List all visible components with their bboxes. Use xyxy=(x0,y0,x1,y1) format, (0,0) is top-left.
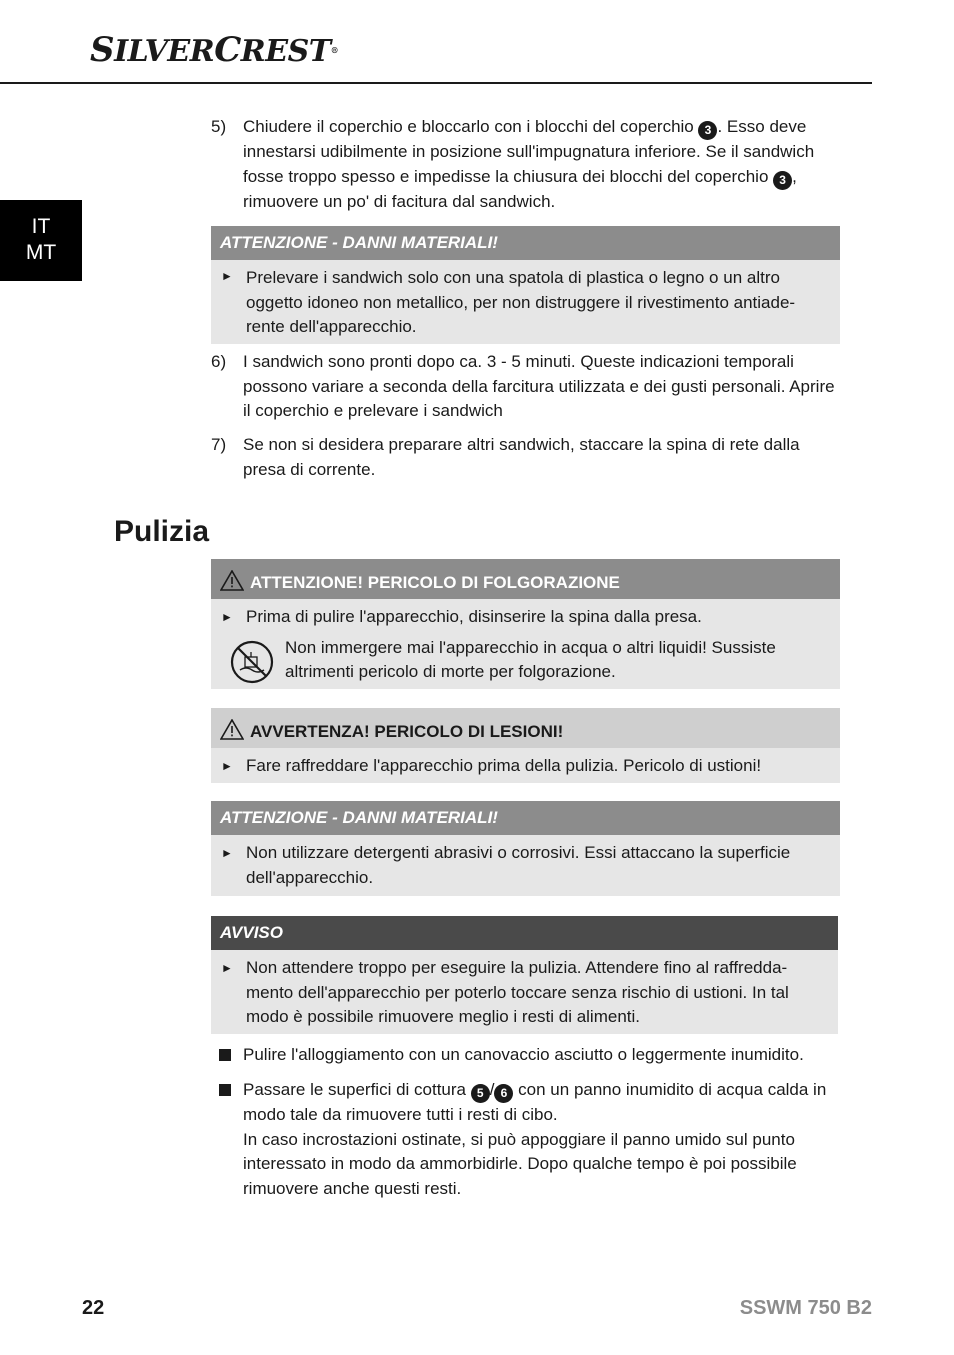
warning-box-injury xyxy=(211,708,840,783)
arrow-bullet-icon: ► xyxy=(221,961,233,975)
notice-box-avviso xyxy=(211,916,838,1034)
language-tab: IT MT xyxy=(0,200,82,281)
square-bullet-icon xyxy=(219,1049,231,1061)
page-number: 22 xyxy=(82,1297,105,1319)
arrow-bullet-icon: ► xyxy=(221,610,233,624)
do-not-immerse-icon xyxy=(230,640,274,692)
notice-item: ► Prelevare i sandwich solo con una spatola di plastica o legno o un altro oggetto idoneo non metallico, per non distruggere il rivestimento antiade-rente dell'apparecchio. xyxy=(211,260,840,344)
header-rule xyxy=(0,82,872,84)
arrow-bullet-icon: ► xyxy=(221,269,233,283)
notice-box-material-damage xyxy=(211,226,840,344)
part-ref-badge: 5 xyxy=(471,1084,490,1103)
step-7: 7) Se non si desidera preparare altri sandwich, staccare la spina di rete dalla presa di corrente. xyxy=(211,435,800,479)
section-title: Pulizia xyxy=(114,515,210,548)
warning-box-electrocution xyxy=(211,559,840,689)
warning-item: ► Fare raffreddare l'apparecchio prima della pulizia. Pericolo di ustioni! xyxy=(211,748,840,783)
part-ref-badge: 3 xyxy=(698,121,717,140)
arrow-bullet-icon: ► xyxy=(221,846,233,860)
notice-title: ATTENZIONE - DANNI MATERIALI! xyxy=(211,801,840,835)
list-item: Passare le superfici di cottura 5 / 6 con un panno inumidito di acqua calda in modo tale da rimuovere tutti i resti di cibo. In caso incrostazioni ostinate, si può appoggiare il panno umido sul punto interessato in modo da ammorbidirle. Dopo qualche tempo è poi possibile rimuovere anche questi resti. xyxy=(211,1078,841,1201)
warning-title: AVVERTENZA! PERICOLO DI LESIONI! xyxy=(211,708,840,748)
model-number: SSWM 750 B2 xyxy=(739,1297,872,1319)
notice-title: AVVISO xyxy=(211,916,838,950)
step-6: 6) I sandwich sono pronti dopo ca. 3 - 5 minuti. Queste indicazioni temporali possono variare a seconda della farcitura utilizzata e dei gusti personali. Aprire il coperchio e prelevare i sandwich xyxy=(211,352,835,421)
notice-title: ATTENZIONE - DANNI MATERIALI! xyxy=(211,226,840,260)
notice-box-material-damage-2 xyxy=(211,801,840,896)
brand-logo: SILVERCREST® xyxy=(90,30,339,70)
warning-note: Non immergere mai l'apparecchio in acqua o altri liquidi! Sussiste altrimenti pericolo di morte per folgorazione. xyxy=(211,634,840,689)
warning-title: ATTENZIONE! PERICOLO DI FOLGORAZIONE xyxy=(211,559,840,599)
warning-item: ► Prima di pulire l'apparecchio, disinserire la spina dalla presa. xyxy=(211,599,840,634)
arrow-bullet-icon: ► xyxy=(221,759,233,773)
notice-item: ► Non utilizzare detergenti abrasivi o corrosivi. Essi attaccano la superficie dell'apparecchio. xyxy=(221,843,791,887)
notice-item: ► Non attendere troppo per eseguire la pulizia. Attendere fino al raffredda-mento dell'apparecchio per poterlo toccare senza rischio di ustioni. In tal modo è possibile rimuovere meglio i resti di alimenti. xyxy=(221,958,789,1027)
part-ref-badge: 6 xyxy=(494,1084,513,1103)
step-5: 5) Chiudere il coperchio e bloccarlo con i blocchi del coperchio 3 . Esso deve innestarsi udibilmente in posizione sull'impugnatura inferiore. Se il sandwich fosse troppo spesso e impedisse la chiusura dei blocchi del coperchio 3 , rimuovere un po' di facitura dal sandwich. xyxy=(211,117,815,211)
part-ref-badge: 3 xyxy=(773,171,792,190)
square-bullet-icon xyxy=(219,1084,231,1096)
list-item: Pulire l'alloggiamento con un canovaccio asciutto o leggermente inumidito. xyxy=(211,1043,841,1068)
